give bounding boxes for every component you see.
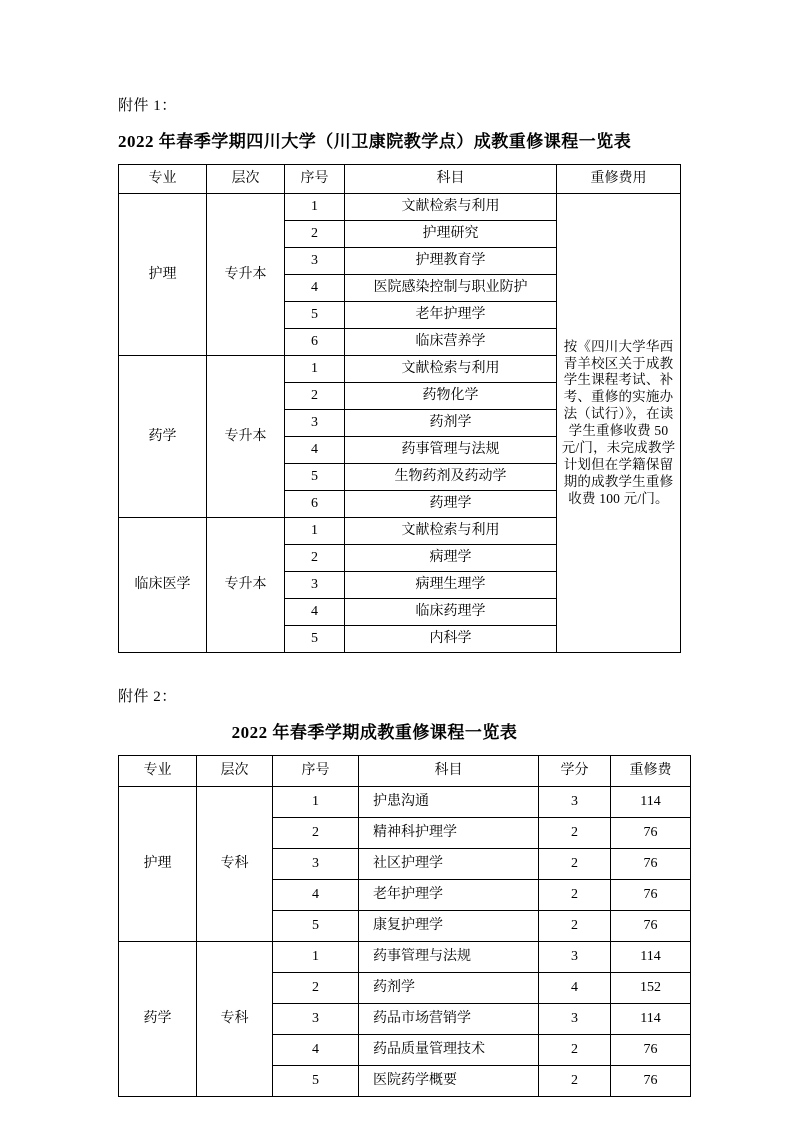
header-level: 层次 — [207, 165, 285, 194]
group-level: 专科 — [197, 787, 273, 942]
row-credit: 4 — [539, 973, 611, 1004]
row-course: 病理生理学 — [345, 572, 557, 599]
header-fee: 重修费用 — [557, 165, 681, 194]
attachment-2-title: 2022 年春季学期成教重修课程一览表 — [231, 723, 518, 742]
row-fee: 76 — [611, 1035, 691, 1066]
row-seq: 6 — [285, 329, 345, 356]
group-level: 专升本 — [207, 194, 285, 356]
row-fee: 114 — [611, 1004, 691, 1035]
row-course: 病理学 — [345, 545, 557, 572]
row-seq: 3 — [285, 572, 345, 599]
row-course: 文献检索与利用 — [345, 356, 557, 383]
group-major: 药学 — [119, 356, 207, 518]
row-credit: 3 — [539, 942, 611, 973]
header-level: 层次 — [197, 756, 273, 787]
row-credit: 3 — [539, 787, 611, 818]
row-seq: 2 — [285, 221, 345, 248]
row-seq: 1 — [285, 518, 345, 545]
row-seq: 5 — [285, 464, 345, 491]
group-level: 专升本 — [207, 356, 285, 518]
group-level: 专升本 — [207, 518, 285, 653]
row-seq: 4 — [285, 275, 345, 302]
group-major: 护理 — [119, 194, 207, 356]
row-credit: 2 — [539, 911, 611, 942]
attachment-1-title: 2022 年春季学期四川大学（川卫康院教学点）成教重修课程一览表 — [118, 132, 632, 151]
group-level: 专科 — [197, 942, 273, 1097]
row-fee: 76 — [611, 1066, 691, 1097]
row-fee: 76 — [611, 849, 691, 880]
header-major: 专业 — [119, 165, 207, 194]
header-major: 专业 — [119, 756, 197, 787]
row-seq: 5 — [273, 911, 359, 942]
row-seq: 3 — [273, 849, 359, 880]
row-course: 药物化学 — [345, 383, 557, 410]
row-course: 药剂学 — [345, 410, 557, 437]
header-credit: 学分 — [539, 756, 611, 787]
row-course: 药品质量管理技术 — [359, 1035, 539, 1066]
row-seq: 2 — [273, 973, 359, 1004]
group-major: 护理 — [119, 787, 197, 942]
row-course: 内科学 — [345, 626, 557, 653]
row-seq: 5 — [285, 302, 345, 329]
row-course: 医院感染控制与职业防护 — [345, 275, 557, 302]
row-credit: 3 — [539, 1004, 611, 1035]
row-course: 护患沟通 — [359, 787, 539, 818]
row-seq: 6 — [285, 491, 345, 518]
row-fee: 114 — [611, 787, 691, 818]
row-course: 药事管理与法规 — [345, 437, 557, 464]
table-row — [119, 787, 691, 818]
row-credit: 2 — [539, 880, 611, 911]
section-divider — [118, 653, 721, 687]
group-major: 临床医学 — [119, 518, 207, 653]
group-major: 药学 — [119, 942, 197, 1097]
row-seq: 1 — [273, 787, 359, 818]
table-header-row — [119, 756, 691, 787]
header-fee: 重修费 — [611, 756, 691, 787]
row-course: 药剂学 — [359, 973, 539, 1004]
row-course: 临床药理学 — [345, 599, 557, 626]
row-credit: 2 — [539, 818, 611, 849]
row-seq: 5 — [273, 1066, 359, 1097]
row-course: 精神科护理学 — [359, 818, 539, 849]
row-course: 社区护理学 — [359, 849, 539, 880]
row-fee: 76 — [611, 911, 691, 942]
row-seq: 1 — [285, 356, 345, 383]
row-fee: 76 — [611, 880, 691, 911]
row-seq: 2 — [285, 383, 345, 410]
row-fee: 152 — [611, 973, 691, 1004]
header-course: 科目 — [359, 756, 539, 787]
chongxiu-course-table-1 — [118, 164, 681, 653]
fee-note-cell: 按《四川大学华西青羊校区关于成教学生课程考试、补考、重修的实施办法（试行）》，在读学生重修收费 50 元/门，未完成教学计划但在学籍保留期的成教学生重修收费 100 元/门。 — [557, 194, 681, 653]
row-credit: 2 — [539, 1035, 611, 1066]
table-row — [119, 942, 691, 973]
row-seq: 1 — [285, 194, 345, 221]
row-course: 老年护理学 — [359, 880, 539, 911]
row-credit: 2 — [539, 1066, 611, 1097]
row-credit: 2 — [539, 849, 611, 880]
row-seq: 3 — [285, 410, 345, 437]
row-course: 药品市场营销学 — [359, 1004, 539, 1035]
row-course: 文献检索与利用 — [345, 518, 557, 545]
row-seq: 4 — [273, 880, 359, 911]
row-course: 药事管理与法规 — [359, 942, 539, 973]
row-course: 医院药学概要 — [359, 1066, 539, 1097]
row-seq: 4 — [285, 437, 345, 464]
row-seq: 4 — [285, 599, 345, 626]
row-seq: 3 — [285, 248, 345, 275]
row-fee: 76 — [611, 818, 691, 849]
row-seq: 3 — [273, 1004, 359, 1035]
row-course: 生物药剂及药动学 — [345, 464, 557, 491]
row-seq: 5 — [285, 626, 345, 653]
header-seq: 序号 — [273, 756, 359, 787]
table-row — [119, 194, 681, 221]
attachment-1-label: 附件 1： — [118, 98, 177, 114]
row-course: 老年护理学 — [345, 302, 557, 329]
header-course: 科目 — [345, 165, 557, 194]
row-course: 康复护理学 — [359, 911, 539, 942]
row-course: 临床营养学 — [345, 329, 557, 356]
chongxiu-course-table-2 — [118, 755, 691, 1097]
row-seq: 1 — [273, 942, 359, 973]
row-course: 护理研究 — [345, 221, 557, 248]
row-seq: 2 — [285, 545, 345, 572]
row-course: 文献检索与利用 — [345, 194, 557, 221]
row-course: 药理学 — [345, 491, 557, 518]
row-fee: 114 — [611, 942, 691, 973]
header-seq: 序号 — [285, 165, 345, 194]
row-seq: 4 — [273, 1035, 359, 1066]
row-course: 护理教育学 — [345, 248, 557, 275]
attachment-2-label: 附件 2： — [118, 689, 177, 705]
table-header-row — [119, 165, 681, 194]
row-seq: 2 — [273, 818, 359, 849]
